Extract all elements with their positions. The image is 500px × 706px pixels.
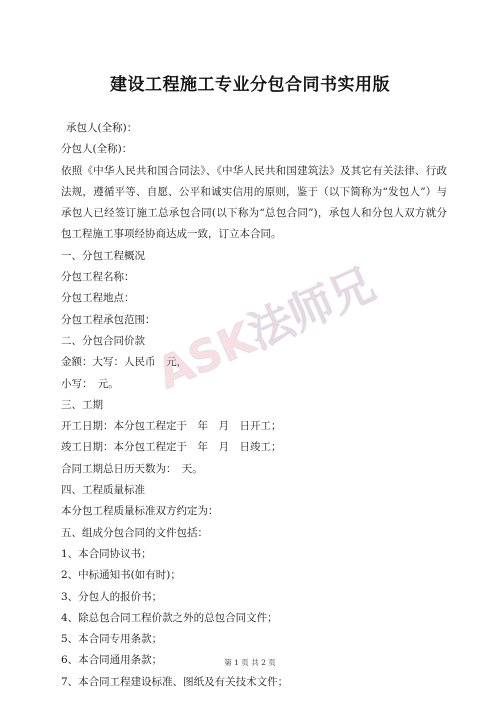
body-line: 4、除总包合同工程价款之外的总包合同文件； bbox=[61, 611, 278, 624]
body-line: 三、工期 bbox=[61, 398, 103, 411]
document-title: 建设工程施工专业分包合同书实用版 bbox=[110, 75, 390, 95]
body-line: 6、本合同通用条款； bbox=[61, 654, 163, 667]
svg-text:ASK法师兄: ASK法师兄 bbox=[149, 258, 383, 400]
page-footer: 第 1 页 共 2 页 bbox=[224, 658, 276, 667]
body-line: 二、分包合同价款 bbox=[61, 334, 145, 347]
body-line: 五、组成分包合同的文件包括： bbox=[61, 526, 208, 539]
body-paragraph: 依照《中华人民共和国合同法》、《中华人民共和国建筑法》及其它有关法律、行政法规，遵循平等、自愿、公平和诚实信用的原则，鉴于（以下简称为“发包人”）与承包人已经签订施工总承包合同(以下称为“总包合同”)，承包人和分包人双方就分包工程施工事项经协商达成一致，订立本合同。 bbox=[61, 164, 447, 241]
body-line: 5、本合同专用条款； bbox=[61, 633, 163, 646]
body-line: 分包工程名称： bbox=[61, 271, 135, 284]
body-line: 金额：大写：人民币 元， bbox=[61, 356, 187, 369]
body-line: 合同工期总日历天数为： 天。 bbox=[61, 462, 203, 475]
body-line: 分包人(全称)： bbox=[61, 143, 133, 156]
body-line: 四、工程质量标准 bbox=[61, 484, 145, 497]
body-line: 本分包工程质量标准双方约定为： bbox=[61, 505, 219, 518]
body-line: 小写： 元。 bbox=[61, 377, 119, 390]
body-line: 2、中标通知书(如有时)； bbox=[61, 569, 181, 582]
body-line: 3、分包人的报价书； bbox=[61, 590, 163, 603]
body-line: 承包人(全称)： bbox=[66, 122, 138, 134]
body-line: 7、本合同工程建设标准、图纸及有关技术文件； bbox=[61, 675, 289, 688]
body-line: 开工日期：本分包工程定于 年 月 日开工； bbox=[61, 420, 282, 433]
body-line: 分包工程承包范围： bbox=[61, 313, 156, 326]
document-body bbox=[61, 118, 447, 693]
body-line: 1、本合同协议书； bbox=[61, 547, 152, 560]
body-line: 分包工程地点： bbox=[61, 292, 135, 305]
body-line: 竣工日期：本分包工程定于 年 月 日竣工； bbox=[61, 441, 282, 454]
body-line: 一、分包工程概况 bbox=[61, 249, 145, 262]
